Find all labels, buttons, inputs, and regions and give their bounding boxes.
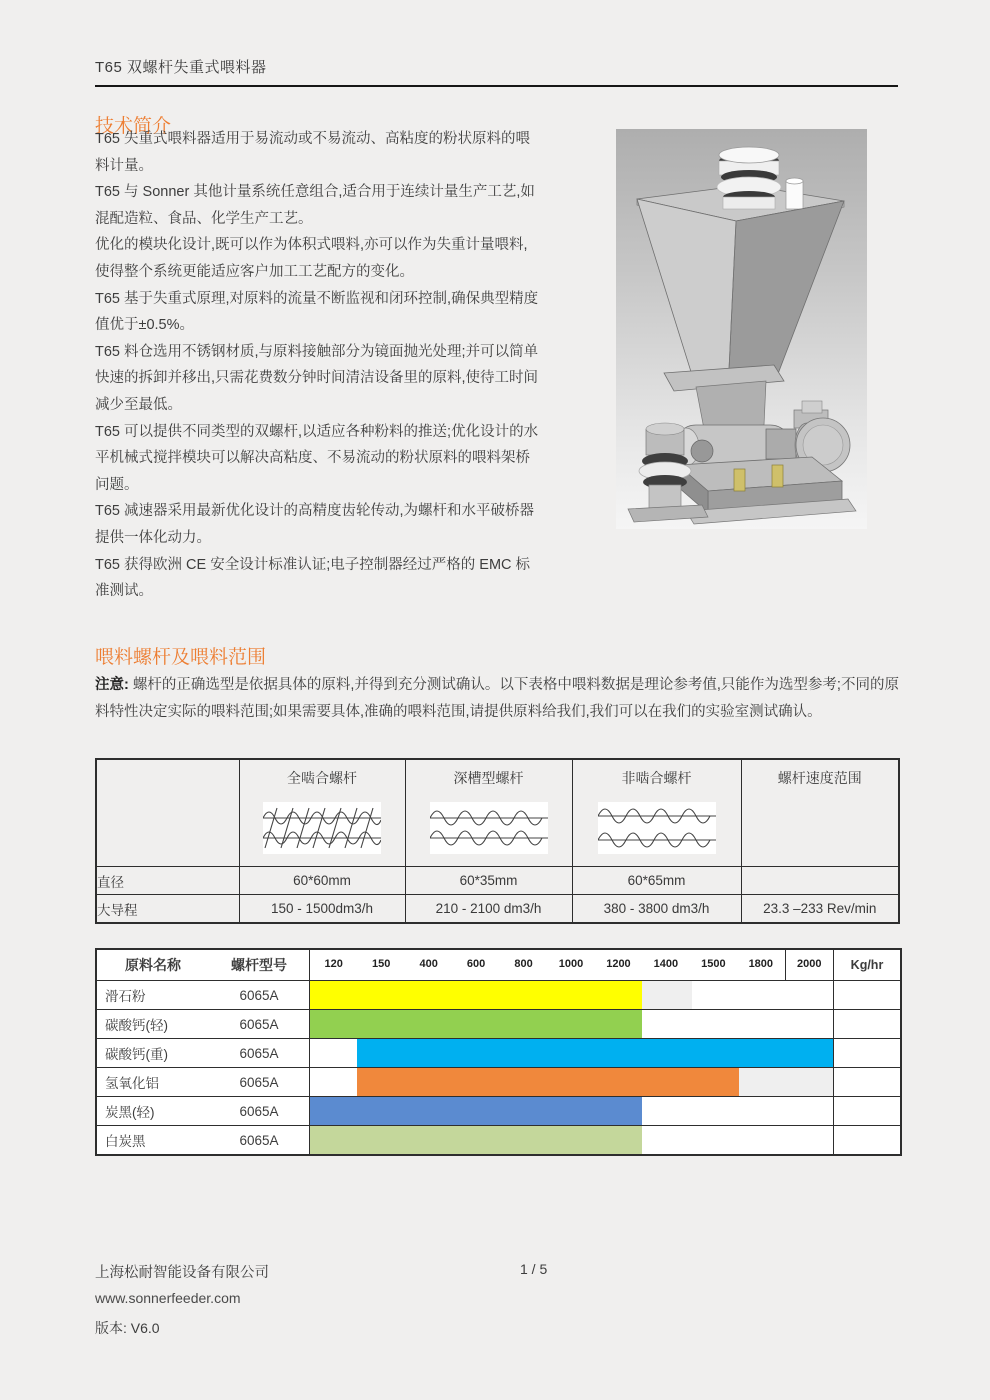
intro-paragraph: T65 与 Sonner 其他计量系统任意组合,适合用于连续计量生产工艺,如混配造粒、食品、化学生产工艺。 — [95, 184, 535, 227]
intro-paragraph: T65 基于失重式原理,对原料的流量不断监视和闭环控制,确保典型精度值优于±0.5%。 — [95, 290, 539, 334]
product-image — [616, 129, 867, 529]
document-title: T65 双螺杆失重式喂料器 — [95, 59, 267, 76]
col-header-material: 原料名称 — [125, 957, 181, 973]
feed-range-chart — [95, 948, 902, 1156]
note-label: 注意: — [95, 676, 129, 693]
footer-page-number: 1 / 5 — [520, 1261, 548, 1277]
row-label-diameter: 直径 — [96, 867, 239, 895]
chart-header-row — [97, 950, 900, 981]
axis-tick-labels: 120 150 400 600 800 1000 1200 1400 1500 1800 2000 — [309, 950, 833, 980]
feed-range-bar — [310, 1010, 642, 1038]
table-row-diameter: 直径 60*60mm 60*35mm 60*65mm — [96, 867, 899, 895]
footer-company-name: 上海松耐智能设备有限公司 — [95, 1265, 269, 1281]
note-text: 螺杆的正确选型是依据具体的原料,并得到充分测试确认。以下表格中喂料数据是理论参考值,只能作为选型参考;不同的原料特性决定实际的喂料范围;如果需要具体,准确的喂料范围,请提供原料给我们,我们可以在我们的实验室测试确认。 — [95, 676, 899, 720]
col-header-full-mesh-screw: 全啮合螺杆 — [239, 759, 405, 867]
empty-corner-cell — [96, 759, 239, 867]
screw-pattern-icon — [430, 802, 548, 854]
feeder-3d-render-illustration — [616, 129, 867, 529]
section-heading-feed-range: 喂料螺杆及喂料范围 — [95, 646, 267, 668]
chart-row-carbon-black-light: 炭黑(轻) 6065A — [97, 1097, 900, 1126]
chart-row-talc: 滑石粉 6065A — [97, 981, 900, 1010]
feed-range-bar-extension — [739, 1068, 833, 1096]
table-row-pitch: 大导程 150 - 1500dm3/h 210 - 2100 dm3/h 380 - 3800 dm3/h 23.3 –233 Rev/min — [96, 895, 899, 924]
row-label-pitch: 大导程 — [96, 895, 239, 924]
screw-pattern-icon — [598, 802, 716, 854]
intro-paragraph: T65 获得欧洲 CE 安全设计标准认证;电子控制器经过严格的 EMC 标准测试。 — [95, 556, 531, 600]
footer-website: www.sonnerfeeder.com — [95, 1290, 241, 1306]
intro-paragraph: T65 可以提供不同类型的双螺杆,以适应各种粉料的推送;优化设计的水平机械式搅拌模块可以解决高粘度、不易流动的粉状原料的喂料架桥问题。 — [95, 423, 539, 493]
feed-range-bar-extension — [642, 981, 692, 1009]
chart-row-calcium-carbonate-heavy: 碳酸钙(重) 6065A — [97, 1039, 900, 1068]
header-divider — [95, 85, 898, 87]
screw-type-table — [95, 758, 900, 924]
intro-paragraphs — [95, 126, 542, 605]
col-header-unit: Kg/hr — [833, 950, 900, 980]
intro-paragraph: T65 失重式喂料器适用于易流动或不易流动、高粘度的粉状原料的喂料计量。 — [95, 131, 531, 174]
selection-note — [95, 672, 905, 726]
feed-range-bar — [310, 981, 642, 1009]
chart-row-silica: 白炭黑 6065A — [97, 1126, 900, 1154]
table-row — [96, 759, 899, 867]
feed-range-bar — [357, 1039, 833, 1067]
feed-range-bar — [310, 1097, 642, 1125]
footer-version: 版本: V6.0 — [95, 1320, 160, 1336]
intro-paragraph: T65 减速器采用最新优化设计的高精度齿轮传动,为螺杆和水平破桥器提供一体化动力。 — [95, 503, 535, 546]
feed-range-bar — [310, 1126, 642, 1154]
col-header-screw-speed-range: 螺杆速度范围 — [741, 759, 899, 867]
screw-pattern-icon — [263, 802, 381, 854]
chart-row-aluminium-hydroxide: 氢氧化铝 6065A — [97, 1068, 900, 1097]
col-header-non-mesh-screw: 非啮合螺杆 — [572, 759, 741, 867]
intro-paragraph: T65 料仓选用不锈钢材质,与原料接触部分为镜面抛光处理;并可以简单快速的拆卸并移出,只需花费数分钟时间清洁设备里的原料,使待工时间减少至最低。 — [95, 343, 539, 413]
col-header-screw-model: 螺杆型号 — [231, 957, 287, 973]
feed-range-bar — [357, 1068, 739, 1096]
col-header-deep-groove-screw: 深槽型螺杆 — [405, 759, 572, 867]
section-heading-intro: 技术简介 — [95, 115, 172, 137]
intro-paragraph: 优化的模块化设计,既可以作为体积式喂料,亦可以作为失重计量喂料,使得整个系统更能适应客户加工工艺配方的变化。 — [95, 237, 528, 280]
chart-row-calcium-carbonate-light: 碳酸钙(轻) 6065A — [97, 1010, 900, 1039]
